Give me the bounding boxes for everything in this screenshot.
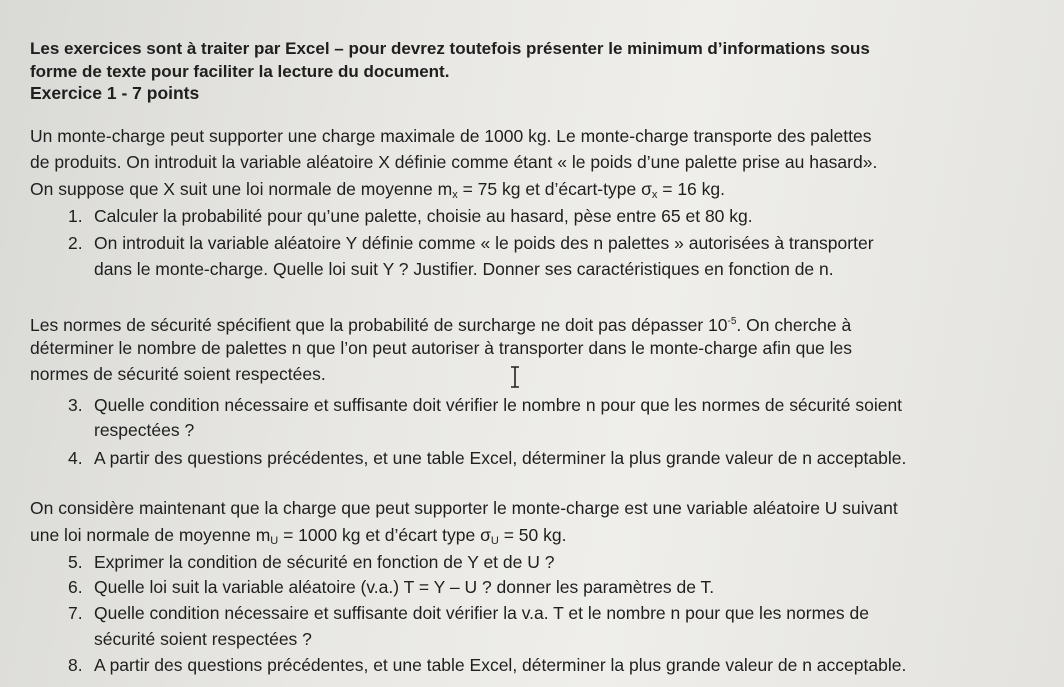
question-3-line-1: 3. Quelle condition nécessaire et suffisante doit vérifier le nombre n pour que les normes de sécurité soient: [68, 395, 903, 415]
question-2-line-1: 2. On introduit la variable aléatoire Y définie comme « le poids des n palettes » autorisées à transporter: [68, 233, 874, 253]
question-7-line-1: 7. Quelle condition nécessaire et suffisante doit vérifier la v.a. T et le nombre n pour que les normes de: [68, 603, 869, 623]
paragraph-2-line-3: normes de sécurité soient respectées.: [30, 364, 326, 384]
question-5: 5. Exprimer la condition de sécurité en fonction de Y et de U ?: [68, 552, 555, 572]
question-7-line-2: sécurité soient respectées ?: [94, 629, 312, 649]
intro-line-2: forme de texte pour faciliter la lecture du document.: [30, 62, 450, 81]
question-4: 4. A partir des questions précédentes, et une table Excel, déterminer la plus grande valeur de n acceptable.: [68, 448, 907, 468]
intro-line-1: Les exercices sont à traiter par Excel – pour devrez toutefois présenter le minimum d’informations sous: [30, 39, 870, 58]
text-cursor-icon: [508, 366, 522, 388]
paragraph-3-line-2: une loi normale de moyenne $m_U = 1000$ kg et d’écart type $\sigma_U = 50$ kg.: [30, 525, 567, 547]
paragraph-1-line-2: de produits. On introduit la variable aléatoire X définie comme étant « le poids d’une palette prise au hasard».: [30, 152, 878, 172]
exercise-title: Exercice 1 - 7 points: [30, 83, 200, 103]
question-1: 1. Calculer la probabilité pour qu’une palette, choisie au hasard, pèse entre 65 et 80 kg.: [68, 206, 753, 226]
paragraph-3-line-1: On considère maintenant que la charge que peut supporter le monte-charge est une variable aléatoire U suivant: [30, 498, 898, 518]
paragraph-1-line-3: On suppose que X suit une loi normale de moyenne $m_x = 75$ kg et d’écart-type $\sigma_x = 16$ kg.: [30, 179, 725, 201]
question-3-line-2: respectées ?: [94, 420, 195, 440]
paragraph-1-line-1: Un monte-charge peut supporter une charge maximale de 1000 kg. Le monte-charge transporte des palettes: [30, 126, 872, 146]
question-6: 6. Quelle loi suit la variable aléatoire (v.a.) T = Y – U ? donner les paramètres de T.: [68, 577, 715, 597]
paragraph-2-line-2: déterminer le nombre de palettes n que l’on peut autoriser à transporter dans le monte-charge afin que les: [30, 338, 853, 358]
question-8: 8. A partir des questions précédentes, et une table Excel, déterminer la plus grande valeur de n acceptable.: [68, 655, 907, 675]
question-2-line-2: dans le monte-charge. Quelle loi suit Y ? Justifier. Donner ses caractéristiques en fonction de n.: [94, 259, 834, 279]
paragraph-2-line-1: Les normes de sécurité spécifient que la probabilité de surcharge ne doit pas dépasser $10^{-5}$. On cherche à: [30, 315, 852, 335]
